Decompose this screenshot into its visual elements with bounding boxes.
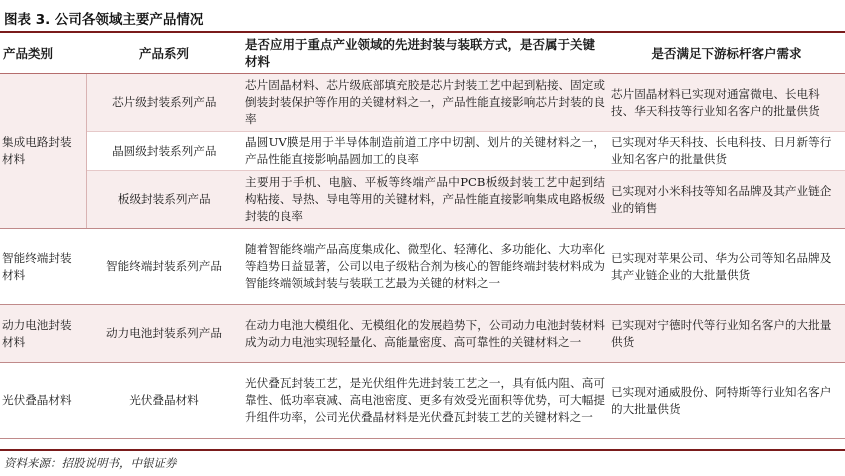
series-cell: 智能终端封装系列产品: [86, 229, 242, 305]
table-row: [0, 132, 845, 171]
figure-title: 图表 3. 公司各领域主要产品情况: [4, 12, 204, 28]
table-header-row: [0, 33, 845, 74]
category-cell: 集成电路封装材料: [0, 74, 86, 229]
customers-cell: 芯片固晶材料已实现对通富微电、长电科技、华天科技等行业知名客户的批量供货: [608, 74, 845, 132]
source-note: 资料来源：招股说明书，中银证券: [4, 456, 177, 470]
category-cell: 智能终端封装材料: [0, 229, 86, 305]
application-cell: 晶圆UV膜是用于半导体制造前道工序中切割、划片的关键材料之一，产品性能直接影响晶圆加工的良率: [242, 132, 608, 171]
table-row: [0, 229, 845, 305]
series-cell: 板级封装系列产品: [86, 171, 242, 229]
application-cell: 在动力电池大模组化、无模组化的发展趋势下，公司动力电池封装材料成为动力电池实现轻量化、高能量密度、高可靠性的关键材料之一: [242, 305, 608, 363]
header-customers: 是否满足下游标杆客户需求: [608, 33, 845, 74]
table-row: [0, 74, 845, 132]
application-cell: 主要用于手机、电脑、平板等终端产品中PCB板级封装工艺中起到结构粘接、导热、导电等用的关键材料，产品性能直接影响集成电路板级封装的良率: [242, 171, 608, 229]
application-cell: 芯片固晶材料、芯片级底部填充胶是芯片封装工艺中起到粘接、固定或倒装封装保护等作用的关键材料之一，产品性能直接影响芯片封装的良率: [242, 74, 608, 132]
category-cell: 动力电池封装材料: [0, 305, 86, 363]
customers-cell: 已实现对小米科技等知名品牌及其产业链企业的销售: [608, 171, 845, 229]
series-cell: 动力电池封装系列产品: [86, 305, 242, 363]
header-category: 产品类别: [0, 33, 86, 74]
application-cell: 随着智能终端产品高度集成化、微型化、轻薄化、多功能化、大功率化等趋势日益显著，公司以电子级粘合剂为核心的智能终端封装材料成为智能终端领域封装与装联工艺最为关键的材料之一: [242, 229, 608, 305]
application-cell: 光伏叠瓦封装工艺，是光伏组件先进封装工艺之一，具有低内阻、高可靠性、低功率衰减、高电池密度、更多有效受光面积等优势，可大幅提升组件功率，公司光伏叠晶材料是光伏叠瓦封装工艺的关键材料之一: [242, 363, 608, 439]
product-table: [0, 33, 845, 439]
customers-cell: 已实现对苹果公司、华为公司等知名品牌及其产业链企业的大批量供货: [608, 229, 845, 305]
table-row: [0, 171, 845, 229]
header-application: 是否应用于重点产业领域的先进封装与装联方式，是否属于关键材料: [242, 33, 608, 74]
customers-cell: 已实现对通威股份、阿特斯等行业知名客户的大批量供货: [608, 363, 845, 439]
customers-cell: 已实现对华天科技、长电科技、日月新等行业知名客户的批量供货: [608, 132, 845, 171]
table-row: [0, 305, 845, 363]
category-cell: 光伏叠晶材料: [0, 363, 86, 439]
series-cell: 光伏叠晶材料: [86, 363, 242, 439]
bottom-rule: [0, 449, 845, 451]
table-row: [0, 363, 845, 439]
customers-cell: 已实现对宁德时代等行业知名客户的大批量供货: [608, 305, 845, 363]
header-series: 产品系列: [86, 33, 242, 74]
series-cell: 芯片级封装系列产品: [86, 74, 242, 132]
series-cell: 晶圆级封装系列产品: [86, 132, 242, 171]
